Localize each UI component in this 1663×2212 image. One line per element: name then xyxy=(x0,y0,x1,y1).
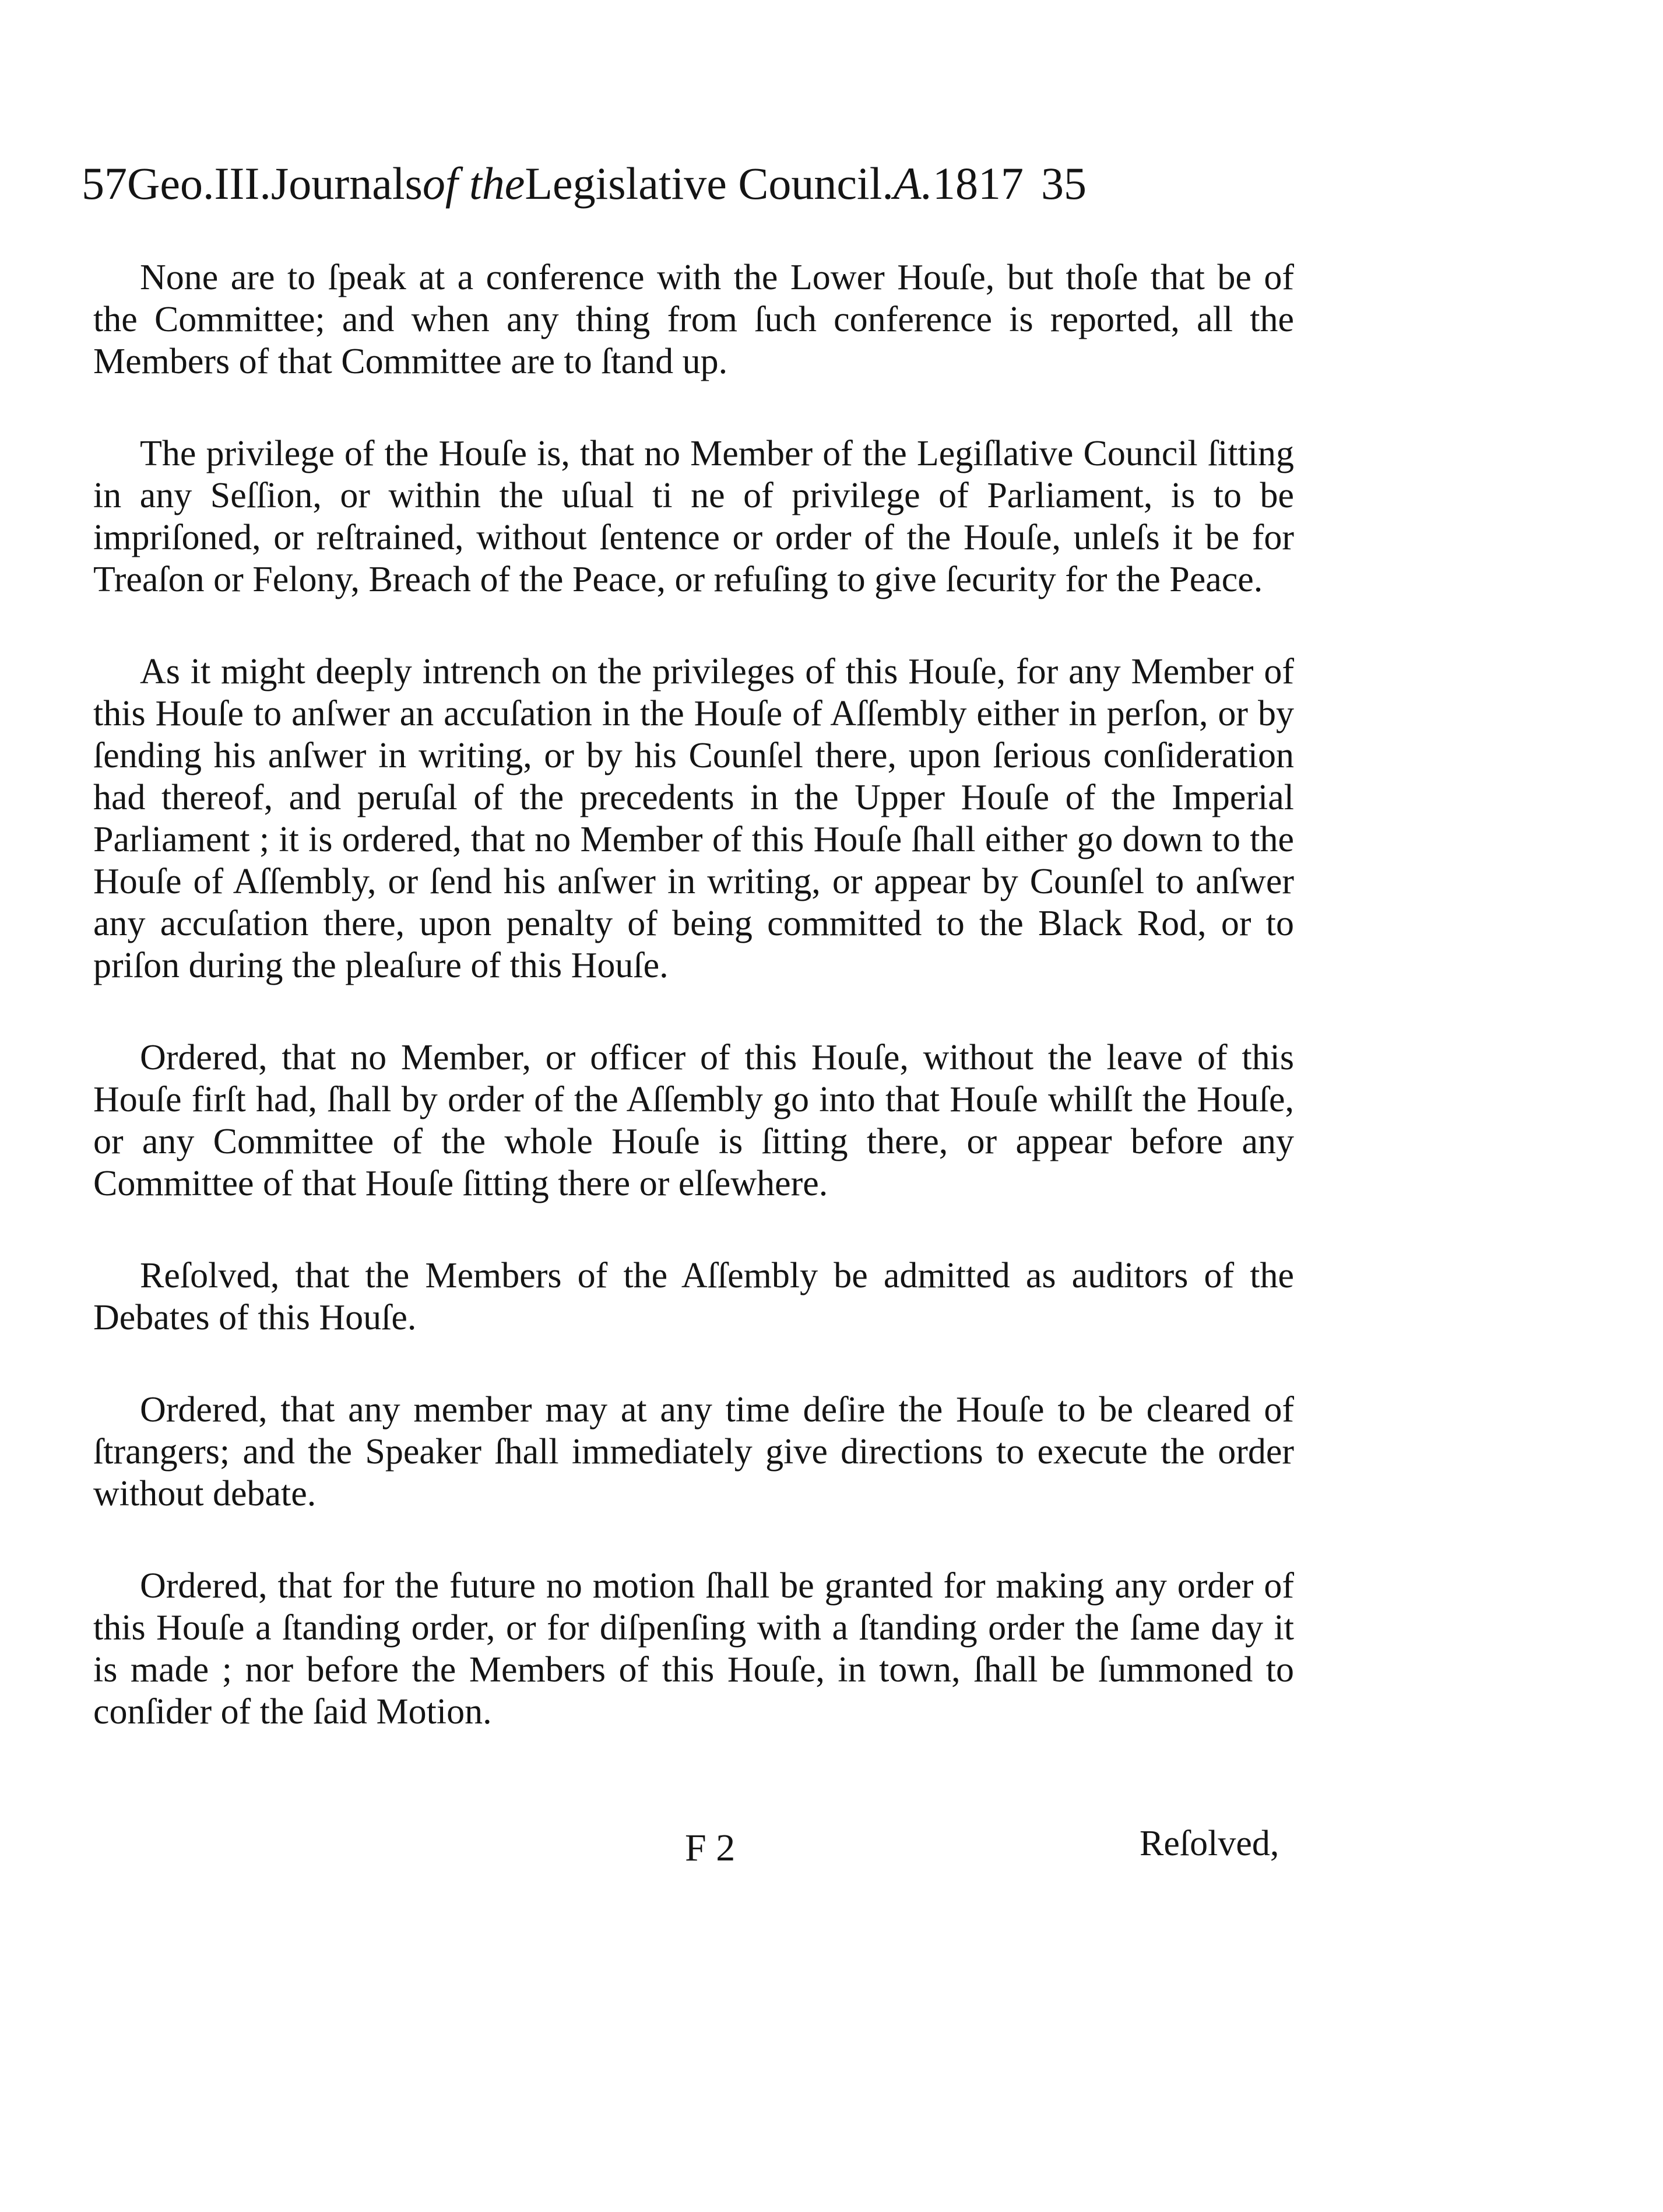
header-title-journals: Journals xyxy=(270,158,423,209)
paragraph-conference: None are to ſpeak at a conference with the Lower Houſe, but thoſe that be of the Committee; and when any thing from ſuch conference is reported, all the Members of that Committee are to ſtand up. xyxy=(93,258,1294,381)
paragraph-accusation: As it might deeply intrench on the privileges of this Houſe, for any Member of this Houſe to anſwer an accuſation in the Houſe of Aſſembly either in perſon, or by ſending his anſwer in writing, or by his Counſel there, upon ſerious conſideration had thereof, and peruſal of the precedents in the Upper Houſe of the Imperial Parliament ; it is ordered, that no Member of this Houſe ſhall either go down to the Houſe of Aſſembly, or ſend his anſwer in writing, or appear by Counſel to anſwer any accuſation there, upon penalty of being committed to the Black Rod, or to priſon during the pleaſure of this Houſe. xyxy=(93,652,1294,985)
paragraph-standing-order: Ordered, that for the future no motion ſhall be granted for making any order of this Houſe a ſtanding order, or for diſpenſing with a ſtanding order the ſame day it is made ; nor before the Members of this Houſe, in town, ſhall be ſummoned to conſider of the ſaid Motion. xyxy=(93,1566,1294,1732)
header-regnal-year: 57Geo.III. xyxy=(82,158,271,209)
header-title-council: Legislative Council. xyxy=(525,158,894,209)
paragraph-strangers: Ordered, that any member may at any time deſire the Houſe to be cleared of ſtrangers; and the Speaker ſhall immediately give directions to execute the order without debate. xyxy=(93,1390,1294,1514)
header-title-of-the: of the xyxy=(422,158,525,209)
header-year: 1817 xyxy=(933,158,1024,209)
paragraph-member-officer: Ordered, that no Member, or officer of this Houſe, without the leave of this Houſe firſt had, ſhall by order of the Aſſembly go into that Houſe whilſt the Houſe, or any Committee of the whole Houſe is ſitting there, or appear before any Committee of that Houſe ſitting there or elſewhere. xyxy=(93,1038,1294,1203)
running-header xyxy=(82,155,1277,213)
body-text xyxy=(93,257,1294,1783)
catchword: Reſolved, xyxy=(1140,1824,1279,1863)
page-number: 35 xyxy=(1041,158,1087,209)
paragraph-auditors: Reſolved, that the Members of the Aſſembly be admitted as auditors of the Debates of this Houſe. xyxy=(93,1256,1294,1337)
header-anno: A. xyxy=(893,158,933,209)
signature-mark: F 2 xyxy=(685,1827,736,1869)
paragraph-privilege: The privilege of the Houſe is, that no Member of the Legiſlative Council ſitting in any Seſſion, or within the uſual ti ne of privilege of Parliament, is to be impriſoned, or reſtrained, without ſentence or order of the Houſe, unleſs it be for Treaſon or Felony, Breach of the Peace, or refuſing to give ſecurity for the Peace. xyxy=(93,434,1294,599)
